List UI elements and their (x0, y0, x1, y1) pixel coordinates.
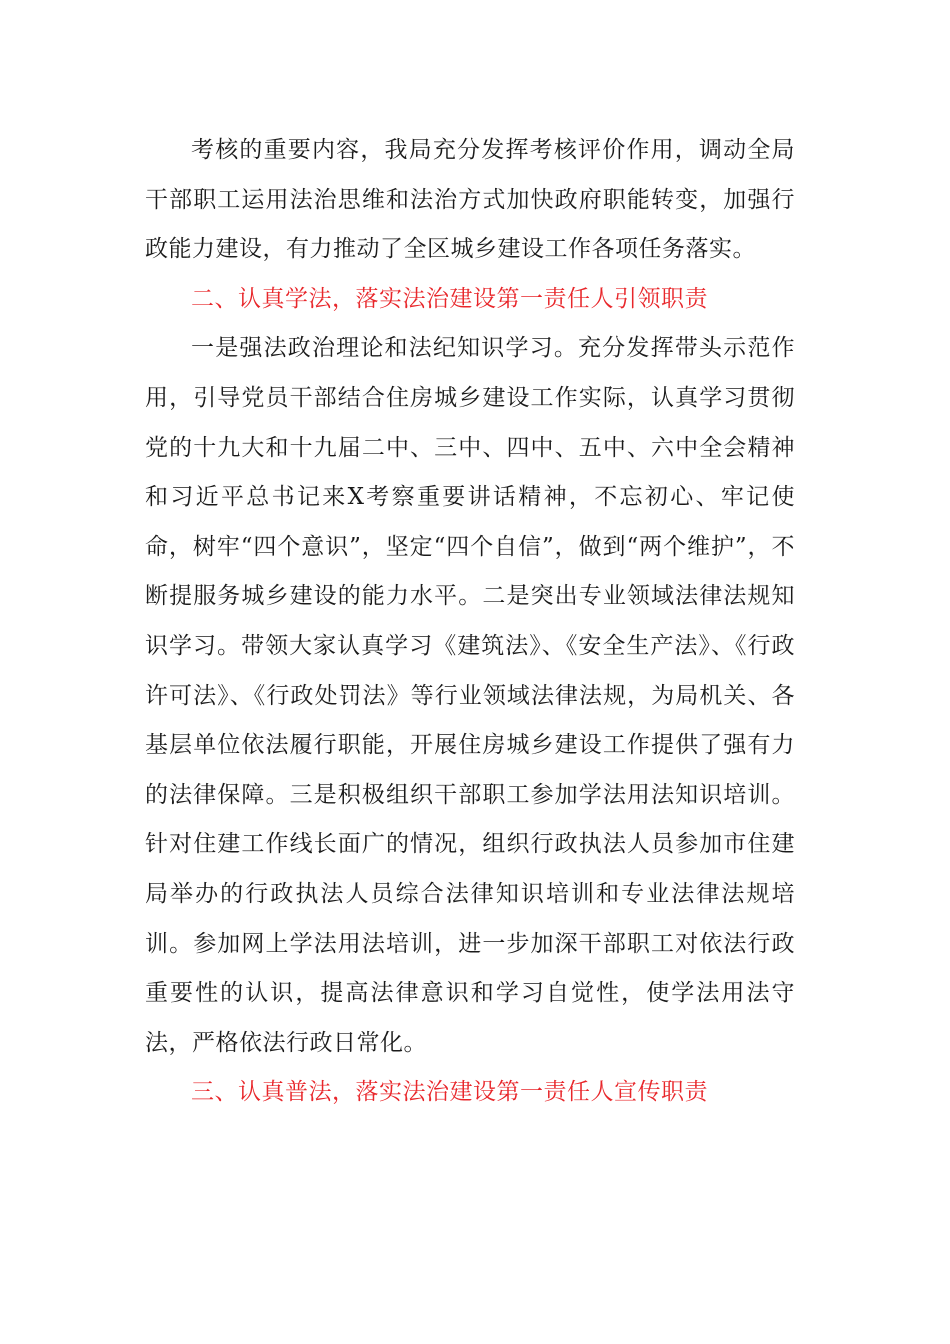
paragraph-assessment-intro: 考核的重要内容，我局充分发挥考核评价作用，调动全局干部职工运用法治思维和法治方式加快政府职能转变，加强行政能力建设，有力推动了全区城乡建设工作各项任务落实。 (145, 137, 795, 263)
section-heading-popularize-law: 三、认真普法，落实法治建设第一责任人宣传职责 (191, 1079, 708, 1106)
document-body (145, 126, 795, 1118)
paragraph-study-law-details: 一是强法政治理论和法纪知识学习。充分发挥带头示范作用，引导党员干部结合住房城乡建设工作实际，认真学习贯彻党的十九大和十九届二中、三中、四中、五中、六中全会精神和习近平总书记来X考察重要讲话精神，不忘初心、牢记使命，树牢“四个意识”，坚定“四个自信”，做到“两个维护”，不断提服务城乡建设的能力水平。二是突出专业领域法律法规知识学习。带领大家认真学习《建筑法》、《安全生产法》、《行政许可法》、《行政处罚法》等行业领域法律法规，为局机关、各基层单位依法履行职能，开展住房城乡建设工作提供了强有力的法律保障。三是积极组织干部职工参加学法用法知识培训。针对住建工作线长面广的情况，组织行政执法人员参加市住建局举办的行政执法人员综合法律知识培训和专业法律法规培训。参加网上学法用法培训，进一步加深干部职工对依法行政重要性的认识，提高法律意识和学习自觉性，使学法用法守法，严格依法行政日常化。 (145, 335, 795, 1056)
section-heading-study-law: 二、认真学法，落实法治建设第一责任人引领职责 (191, 285, 708, 312)
